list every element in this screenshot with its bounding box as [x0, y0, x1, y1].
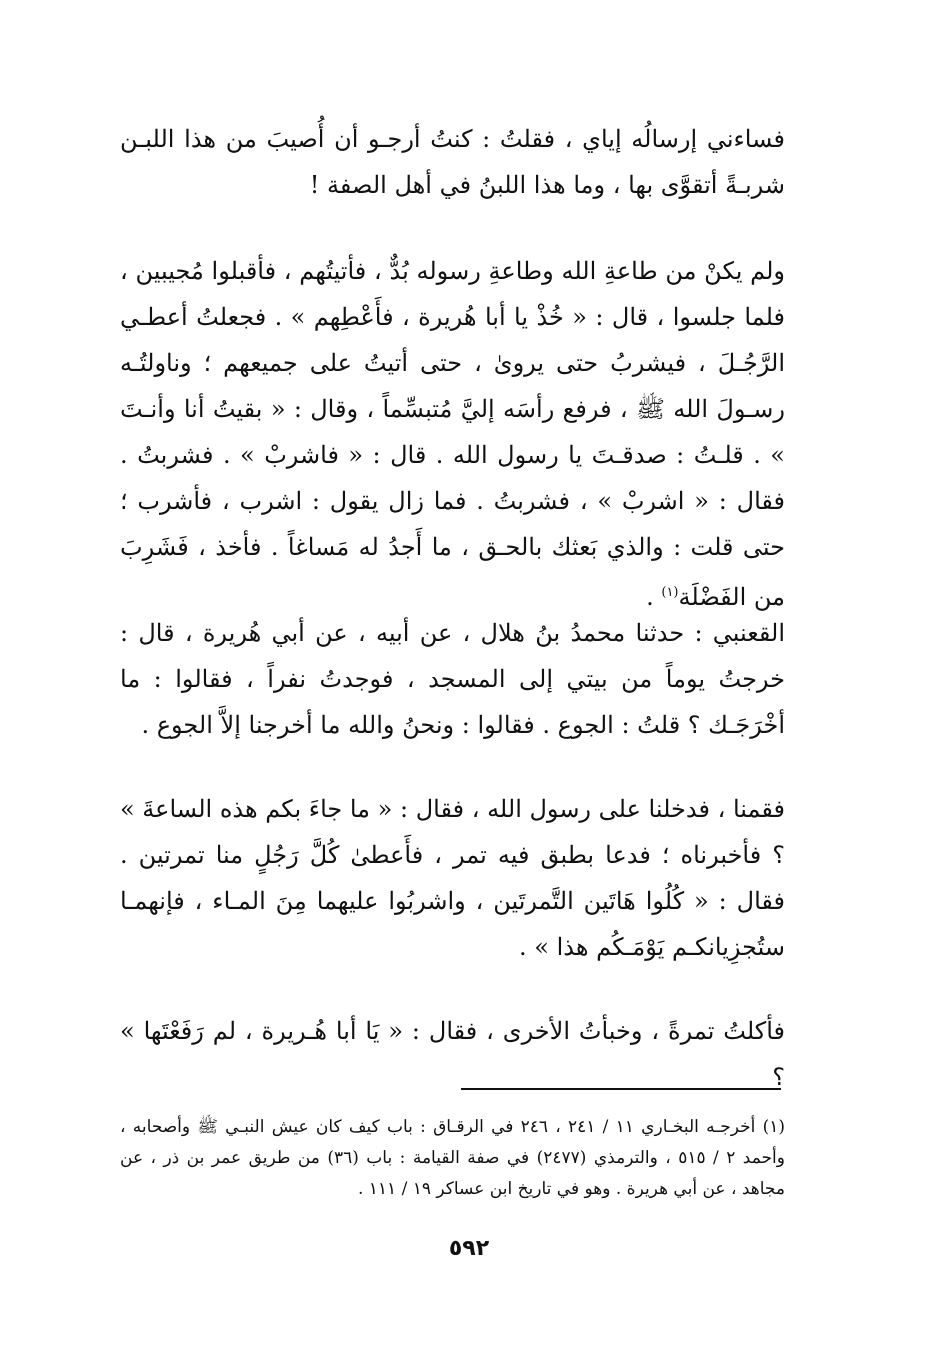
footnote-divider: [461, 1088, 781, 1090]
paragraph-4: [120, 786, 785, 970]
paragraph-2-end: .: [646, 583, 662, 611]
footnote: [120, 1112, 785, 1205]
paragraph-1-text: فساءني إرسالُه إياي ، فقلتُ : كنتُ أرجـو أن أُصيبَ من هذا اللبـن شربـةً أتقوَّى بها ، وما هذا اللبنُ في أهل الصفة !: [120, 125, 785, 199]
paragraph-4-text: فقمنا ، فدخلنا على رسول الله ، فقال : « ما جاءَ بكم هذه الساعةَ » ؟ فأخبرناه ؛ فدعا بطبق فيه تمر ، فأَعطىٰ كُلَّ رَجُلٍ منا تمرتين . فقال : « كُلُوا هَاتَين التَّمرتَين ، واشربُوا عليهما مِنَ المـاء ، فإنهمـا ستُجزِيانكـم يَوْمَـكُم هذا » .: [119, 795, 785, 961]
paragraph-3: [120, 610, 785, 748]
paragraph-3-text: القعنبي : حدثنا محمدُ بنُ هلال ، عن أبيه ، عن أبي هُريرة ، قال : خرجتُ يوماً من بيتي إلى المسجد ، فوجدتُ نفراً ، فقالوا : ما أخْرَجَـك ؟ قلتُ : الجوع . فقالوا : ونحنُ والله ما أخرجنا إلاَّ الجوع .: [120, 619, 785, 739]
footnote-text: (١) أخرجـه البخـاري ١١ / ٢٤١ ، ٢٤٦ في الرقـاق : باب كيف كان عيش النبـي ﷺ وأصحابه ، وأحمد ٢ / ٥١٥ ، والترمذي (٢٤٧٧) في صفة القيامة : باب (٣٦) من طريق عمر بن ذر ، عن مجاهد ، عن أبي هريرة . وهو في تاريخ ابن عساكر ١٩ / ١١١ .: [120, 1117, 785, 1199]
page-number: ٥٩٢: [448, 1236, 490, 1261]
paragraph-2-text: ولم يكنْ من طاعةِ الله وطاعةِ رسوله بُدٌّ ، فأتيتُهم ، فأقبلوا مُجيبين ، فلما جلسوا ، قال : « خُذْ يا أبا هُريرة ، فأَعْطِهم » . فجعلتُ أعطـي الرَّجُـلَ ، فيشربُ حتى يروىٰ ، حتى أتيتُ على جميعهم ؛ وناولتُـه رسـولَ الله ﷺ ، فرفع رأسَه إليَّ مُتبسِّماً ، وقال : « بقيتُ أنا وأنـتَ » . قلـتُ : صدقـتَ يا رسول الله . قال : « فاشربْ » . فشربتُ . فقال : « اشربْ » ، فشربتُ . فما زال يقول : اشرب ، فأشرب ؛ حتى قلت : والذي بَعثك بالحـق ، ما أَجدُ له مَساغاً . فأخذ ، فَشَرِبَ من الفَضْلَة: [120, 257, 786, 611]
paragraph-5: [120, 1008, 785, 1100]
footnote-reference: (١): [661, 585, 679, 600]
paragraph-2: [120, 248, 785, 620]
paragraph-1: [120, 116, 785, 208]
paragraph-5-text: فأكلتُ تمرةً ، وخبأتُ الأخرى ، فقال : « يَا أبا هُـريرة ، لم رَفَعْتَها » ؟: [120, 1017, 785, 1091]
